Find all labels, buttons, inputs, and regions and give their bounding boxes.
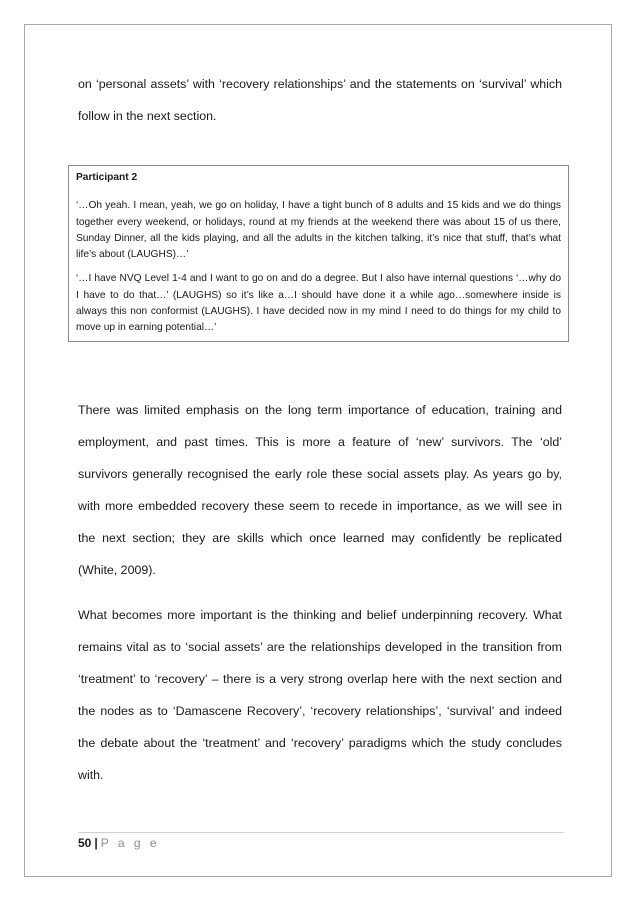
intro-paragraph: on ‘personal assets’ with ‘recovery relationships’ and the statements on ‘survival’ which follow in the next section. xyxy=(78,77,562,123)
participant-quote-box xyxy=(68,165,569,342)
page-number: 50 xyxy=(78,836,92,850)
participant-quote-2: ‘…I have NVQ Level 1-4 and I want to go on and do a degree. But I also have internal questions ‘…why do I have to do that…’ (LAUGHS) so it’s like a…I should have done it a while ago…somewhere inside is always this non conformist (LAUGHS). I have decided now in my mind I need to do things for my child to move up in earning potential…’ xyxy=(76,273,561,334)
body-paragraph-2: What becomes more important is the thinking and belief underpinning recovery. What remains vital as to ‘social assets’ are the relationships developed in the transition from ‘treatment’ to ‘recovery’ – there is a very strong overlap here with the next section and the nodes as to ‘Damascene Recovery’, ‘recovery relationships’, ‘survival’ and indeed the debate about the ‘treatment’ and ‘recovery’ paradigms which the study concludes with. xyxy=(78,608,562,782)
quote-box-title: Participant 2 xyxy=(76,172,138,183)
page-label: P a g e xyxy=(100,836,160,850)
page-footer xyxy=(78,835,160,851)
footer-separator: | xyxy=(94,836,98,850)
body-paragraph-1: There was limited emphasis on the long term importance of education, training and employment, and past times. This is more a feature of ‘new’ survivors. The ‘old’ survivors generally recognised the early role these social assets play. As years go by, with more embedded recovery these seem to recede in importance, as we will see in the next section; they are skills which once learned may confidently be replicated (White, 2009). xyxy=(78,403,562,577)
participant-quote-1: ‘…Oh yeah. I mean, yeah, we go on holiday, I have a tight bunch of 8 adults and 15 kids and we do things together every weekend, or holidays, round at my friends at the weekend there was about 15 of us there, Sunday Dinner, all the kids playing, and all the adults in the kitchen talking, it’s nice that stuff, that’s what life’s about (LAUGHS)…’ xyxy=(76,200,561,261)
footer-rule xyxy=(78,832,564,833)
